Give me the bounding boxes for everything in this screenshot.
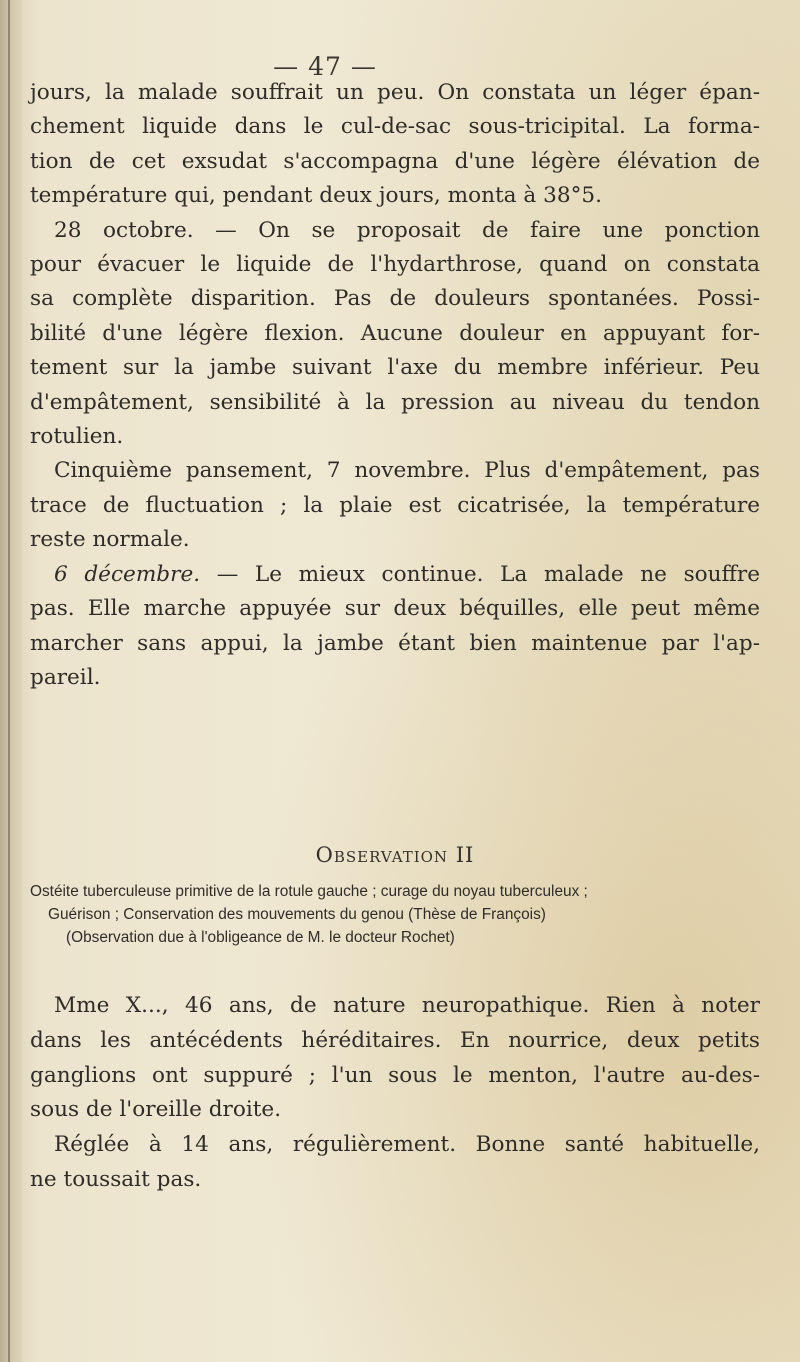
text-line: sa complète disparition. Pas de douleurs spontanées. Possi- (30, 286, 760, 312)
text-line: Réglée à 14 ans, régulièrement. Bonne santé habituelle, (54, 1132, 760, 1158)
summary-line: Ostéite tuberculeuse primitive de la rotule gauche ; curage du noyau tuberculeux ; (30, 883, 588, 900)
text-line: bilité d'une légère flexion. Aucune douleur en appuyant for- (30, 320, 760, 346)
text-line: marcher sans appui, la jambe étant bien maintenue par l'ap- (30, 630, 760, 656)
text-line: Cinquième pansement, 7 novembre. Plus d'empâtement, pas (54, 458, 760, 484)
text-line: ganglions ont suppuré ; l'un sous le menton, l'autre au-des- (30, 1062, 760, 1088)
text-line: dans les antécédents héréditaires. En nourrice, deux petits (30, 1027, 760, 1053)
page-number: — 47 — (273, 52, 377, 81)
text-line: jours, la malade souffrait un peu. On constata un léger épan- (30, 80, 760, 105)
text-line: tement sur la jambe suivant l'axe du membre inférieur. Peu (30, 355, 760, 381)
summary-line: Guérison ; Conservation des mouvements du genou (Thèse de François) (48, 906, 546, 923)
text-line: reste normale. (30, 527, 190, 553)
binding-edge (8, 0, 10, 1362)
text-line: ne toussait pas. (30, 1166, 202, 1192)
page-gutter (0, 0, 22, 1362)
text-line: pas. Elle marche appuyée sur deux béquilles, elle peut même (30, 596, 760, 622)
text-line: rotulien. (30, 424, 124, 450)
observation-summary (30, 880, 760, 949)
text-line: 28 octobre. — On se proposait de faire une ponction (54, 217, 760, 243)
observation-heading (30, 843, 760, 867)
heading-small-caps: BSERVATION (333, 848, 449, 866)
text-line: pareil. (30, 664, 101, 690)
heading-number: II (448, 843, 475, 867)
text-fragment: — Le mieux continue. La malade ne souffre (200, 561, 761, 587)
text-line: température qui, pendant deux jours, monta à 38°5. (30, 183, 603, 209)
text-line: Mme X..., 46 ans, de nature neuropathique. Rien à noter (54, 993, 760, 1018)
paragraph-main (30, 76, 760, 695)
text-line-dated (30, 558, 760, 592)
text-line: tion de cet exsudat s'accompagna d'une légère élévation de (30, 148, 760, 174)
paragraph-case (30, 989, 760, 1198)
date-text: 6 décembre. (54, 561, 201, 587)
text-line: sous de l'oreille droite. (30, 1097, 282, 1123)
summary-line: (Observation due à l'obligeance de M. le docteur Rochet) (66, 929, 455, 946)
text-line: chement liquide dans le cul-de-sac sous-tricipital. La forma- (30, 114, 760, 140)
text-line: d'empâtement, sensibilité à la pression au niveau du tendon (30, 389, 760, 415)
heading-initial: O (315, 843, 334, 867)
text-line: trace de fluctuation ; la plaie est cicatrisée, la température (30, 492, 760, 518)
text-line: pour évacuer le liquide de l'hydarthrose, quand on constata (30, 252, 760, 278)
